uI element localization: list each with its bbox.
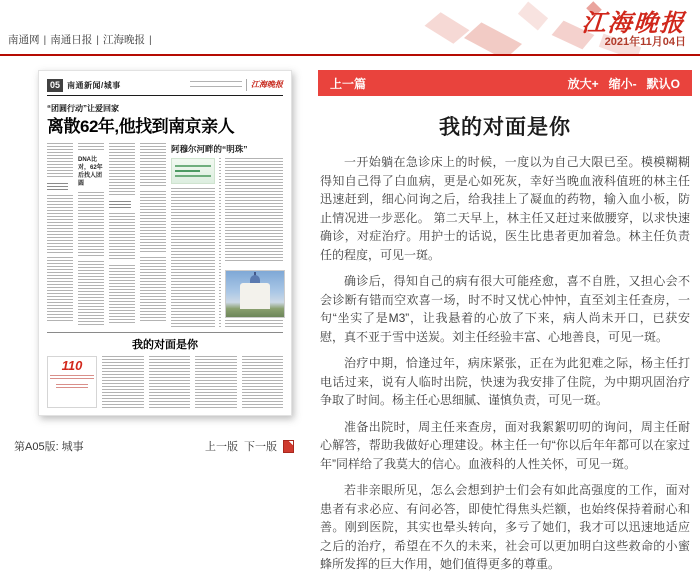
header-rule [47, 95, 283, 96]
text-column [78, 143, 104, 327]
next-page-link[interactable]: 下一版 [244, 441, 277, 453]
article-body [318, 153, 692, 574]
sub-headline-dna: DNA比对，62年后找人团圆 [78, 157, 103, 188]
newspaper-page-thumbnail[interactable] [38, 70, 292, 416]
nav-separator: | [43, 34, 47, 46]
text-column [149, 356, 191, 408]
nav-link-nantongwang[interactable]: 南通网 [8, 34, 40, 46]
prev-article-button[interactable]: 上一篇 [330, 76, 367, 91]
decor-polygon [425, 12, 470, 44]
text-column [102, 356, 144, 408]
logo-caption-line [56, 384, 88, 390]
photo-caption [225, 320, 283, 327]
reader-toolbar [318, 70, 692, 96]
section-name: 南通新闻/城事 [67, 81, 121, 90]
pearl-columns [171, 158, 283, 327]
article-title: 我的对面是你 [439, 116, 571, 139]
article-reader [318, 70, 692, 582]
newspaper-logo[interactable]: 江海晚报 [580, 8, 687, 37]
article-paragraph: 一开始躺在急诊床上的时候，一度以为自己大限已至。模模糊糊得知自己得了白血病，更是心如死灰，幸好当晚血液科值班的林主任迅速赶到，细心问询之后，给我挂上了凝血的药物，输入血小板，防止情况进一步恶化。 第二天早上，林主任又赶过来做腰穿，以求快速确诊，对症治疗。用护士的话说，医生比患者更加着急。林主任负责任的程度，可见一斑。 [320, 155, 690, 262]
sub-headline-pearl: 阿穆尔河畔的“明珠” [171, 144, 248, 154]
text-column [195, 356, 237, 408]
pearl-left-column [171, 158, 215, 327]
inset-article-body [47, 356, 283, 408]
decor-polygon [518, 2, 548, 31]
article-kicker: “团圆行动”让爱回家 [47, 104, 119, 113]
mini-masthead: 江海晚报 [246, 79, 283, 91]
meta-text-lines [190, 81, 242, 89]
police-110-logo [47, 356, 97, 408]
zoom-out-button[interactable]: 缩小- [608, 76, 637, 91]
inset-article-box [47, 332, 283, 414]
promo-graphic [171, 158, 215, 184]
zoom-in-button[interactable]: 放大+ [567, 76, 599, 91]
article-headline[interactable]: 离散62年,他找到南京亲人 [47, 117, 235, 136]
pearl-article-zone [171, 143, 283, 327]
church-photo [225, 270, 285, 318]
decor-polygon [464, 22, 522, 56]
nav-separator: | [148, 34, 152, 46]
pearl-mid-column [219, 158, 221, 327]
text-column [242, 356, 284, 408]
site-nav [8, 32, 156, 47]
article-paragraph: 若非亲眼所见，怎么会想到护士们会有如此高强度的工作，面对患者有求必应、有问必答，即使忙得焦头烂额，也始终保持着耐心和善。刚到医院，其实也晕头转向，多亏了她们，我才可以迅速地适应之后的治疗，希望在不久的未来，社会可以更加明白这些救命的小蜜蜂所发挥的巨大作用，她们值得更多的尊重。 [320, 483, 690, 571]
article-paragraph: 确诊后，得知自己的病有很大可能痊愈，喜不自胜，又担心会不会诊断有错而空欢喜一场，时不时又忧心忡忡，直至刘主任查房，一句“坐实了是M3”，让我悬着的心放了下来，病人尚未开口，已获安慰，真不亚于雪中送炭。刘主任经验丰富、心地善良，可见一斑。 [320, 274, 690, 344]
nav-link-jianghaiwanbao[interactable]: 江海晚报 [102, 34, 145, 46]
page-navigation [205, 438, 294, 454]
pearl-right-column [225, 158, 283, 327]
logo-110-text: 110 [61, 358, 83, 373]
inset-article-title[interactable]: 我的对面是你 [132, 339, 198, 351]
article-paragraph: 治疗中期，恰逢过年，病床紧张，正在为此犯难之际，杨主任打电话过来，说有人临时出院，快速为我安排了住院，为中期巩固治疗争取了时间。杨主任心思细腻、谨慎负责，可见一斑。 [320, 356, 690, 407]
text-column [47, 143, 73, 327]
issue-date: 2021年11月04日 [604, 36, 686, 48]
nav-separator: | [96, 34, 99, 46]
page-meta [190, 79, 283, 91]
top-bar [0, 0, 700, 56]
church-photo-wrap [225, 270, 283, 327]
text-column [140, 143, 166, 327]
pdf-icon[interactable] [283, 440, 294, 453]
text-column [109, 143, 135, 327]
logo-caption-line [50, 375, 94, 381]
zoom-default-button[interactable]: 默认O [646, 76, 680, 91]
page-number-badge: 05 [47, 79, 63, 92]
article-paragraph: 准备出院时，周主任来查房，面对我絮絮叨叨的询问，周主任耐心解答，帮助我做好心理建设。林主任一句“你以后年年都可以在家过年”同样给了我莫大的信心。血液科的人性关怀，可见一斑。 [320, 419, 690, 471]
page-header [47, 79, 283, 92]
edition-label: 第A05版: 城事 [14, 441, 84, 453]
simulated-body-columns [47, 143, 283, 327]
nav-link-nantongribao[interactable]: 南通日报 [50, 34, 93, 46]
prev-page-link[interactable]: 上一版 [205, 441, 238, 453]
